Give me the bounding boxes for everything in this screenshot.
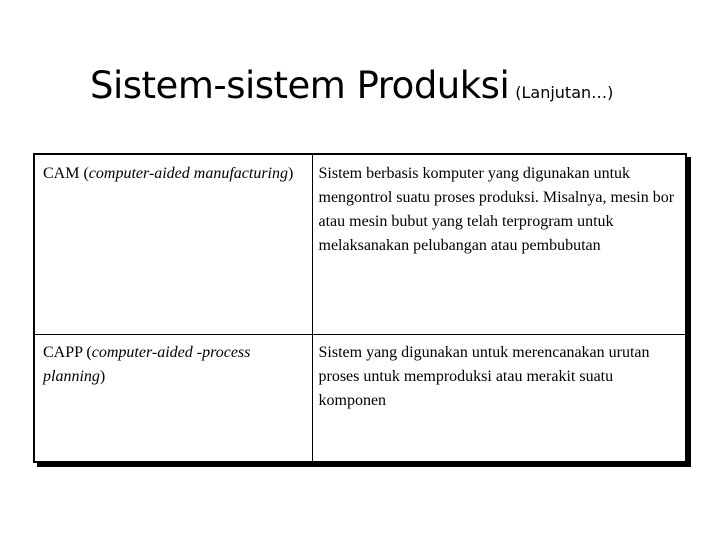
term-close: ) (99, 368, 106, 385)
term-close: ) (287, 165, 294, 182)
description-cell: Sistem yang digunakan untuk merencanakan urutan proses untuk memproduksi atau merakit suatu komponen (318, 344, 650, 409)
table-row (35, 155, 685, 335)
term-cell (35, 155, 312, 335)
slide-title (90, 66, 613, 107)
definition-table (35, 155, 685, 461)
description-cell: Sistem berbasis komputer yang digunakan untuk mengontrol suatu proses produksi. Misalnya, mesin bor atau mesin bubut yang telah terprogram untuk melaksanakan pelubangan atau pembubutan (312, 155, 685, 335)
term-abbr: CAPP ( (43, 344, 92, 361)
title-main: Sistem-sistem Produksi (90, 64, 510, 107)
term-abbr: CAM ( (43, 165, 89, 182)
term-full-line1: computer-aided -process (91, 344, 251, 361)
definition-table-frame (33, 153, 687, 463)
table-row (35, 335, 685, 462)
term-cell (35, 335, 312, 462)
term-full-line2: planning (43, 368, 100, 385)
title-subtitle: (Lanjutan…) (515, 83, 614, 102)
term-full: computer-aided manufacturing (88, 165, 288, 182)
